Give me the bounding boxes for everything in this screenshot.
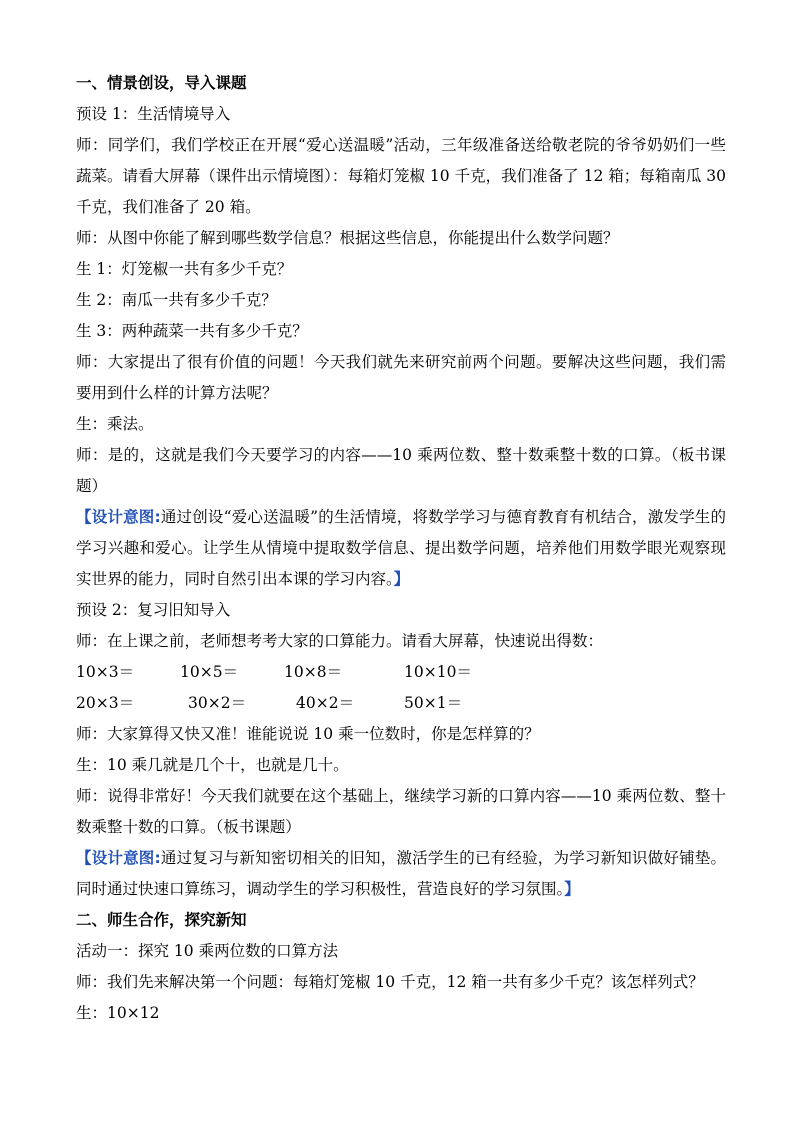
arithmetic-item: 10×8＝ (284, 663, 343, 681)
arithmetic-item: 10×3＝ (76, 663, 135, 681)
paragraph: 师：同学们，我们学校正在开展“爱心送温暖”活动，三年级准备送给敬老院的爷爷奶奶们一些蔬菜。请看大屏幕（课件出示情境图）：每箱灯笼椒 10 千克，我们准备了 12 箱；每箱南瓜 30 千克，我们准备了 20 箱。 (76, 136, 726, 216)
arithmetic-item: 50×1＝ (404, 694, 463, 712)
section-2-heading: 二、师生合作，探究新知 (76, 911, 247, 929)
design-intent-end: 】 (564, 880, 580, 898)
paragraph: 师：我们先来解决第一个问题：每箱灯笼椒 10 千克，12 箱一共有多少千克？该怎样列式？ (76, 973, 704, 991)
design-intent-note-1 (76, 502, 726, 595)
paragraph: 生：乘法。 (76, 415, 154, 433)
arithmetic-item: 10×10＝ (404, 663, 472, 681)
paragraph: 师：说得非常好！今天我们就要在这个基础上，继续学习新的口算内容——10 乘两位数、整十数乘整十数的口算。（板书课题） (76, 787, 726, 836)
design-intent-label: 【设计意图: (76, 849, 161, 867)
design-intent-label: 【设计意图: (76, 508, 161, 526)
paragraph: 生：10 乘几就是几个十，也就是几十。 (76, 756, 349, 774)
paragraph: 师：是的，这就是我们今天要学习的内容——10 乘两位数、整十数乘整十数的口算。（板书课题） (76, 446, 726, 495)
arithmetic-item: 40×2＝ (296, 694, 355, 712)
preset-1-title: 预设 1：生活情境导入 (76, 105, 231, 123)
paragraph: 师：大家算得又快又准！谁能说说 10 乘一位数时，你是怎样算的？ (76, 725, 540, 743)
design-intent-text: 通过复习与新知密切相关的旧知，激活学生的已有经验，为学习新知识做好铺垫。同时通过快速口算练习，调动学生的学习积极性，营造良好的学习氛围。 (76, 849, 726, 898)
section-1-heading: 一、情景创设，导入课题 (76, 74, 247, 92)
arithmetic-row-1 (76, 657, 726, 688)
arithmetic-item: 20×3＝ (76, 694, 135, 712)
document-page (76, 68, 726, 1029)
arithmetic-item: 30×2＝ (188, 694, 247, 712)
arithmetic-row-2 (76, 688, 726, 719)
paragraph: 生 1：灯笼椒一共有多少千克？ (76, 260, 293, 278)
paragraph: 生：10×12 (76, 1004, 160, 1022)
paragraph: 生 3：两种蔬菜一共有多少千克？ (76, 322, 308, 340)
preset-2-title: 预设 2：复习旧知导入 (76, 601, 231, 619)
paragraph: 师：大家提出了很有价值的问题！今天我们就先来研究前两个问题。要解决这些问题，我们需要用到什么样的计算方法呢？ (76, 353, 726, 402)
design-intent-text: 通过创设“爱心送温暖”的生活情境，将数学学习与德育教育有机结合，激发学生的学习兴趣和爱心。让学生从情境中提取数学信息、提出数学问题，培养他们用数学眼光观察现实世界的能力，同时自然引出本课的学习内容。 (76, 508, 726, 588)
activity-1-title: 活动一：探究 10 乘两位数的口算方法 (76, 942, 339, 960)
arithmetic-item: 10×5＝ (180, 663, 239, 681)
design-intent-note-2 (76, 843, 726, 905)
design-intent-end: 】 (393, 570, 410, 588)
paragraph: 师：在上课之前，老师想考考大家的口算能力。请看大屏幕，快速说出得数： (76, 632, 604, 650)
paragraph: 师：从图中你能了解到哪些数学信息？根据这些信息，你能提出什么数学问题？ (76, 229, 619, 247)
paragraph: 生 2：南瓜一共有多少千克？ (76, 291, 277, 309)
